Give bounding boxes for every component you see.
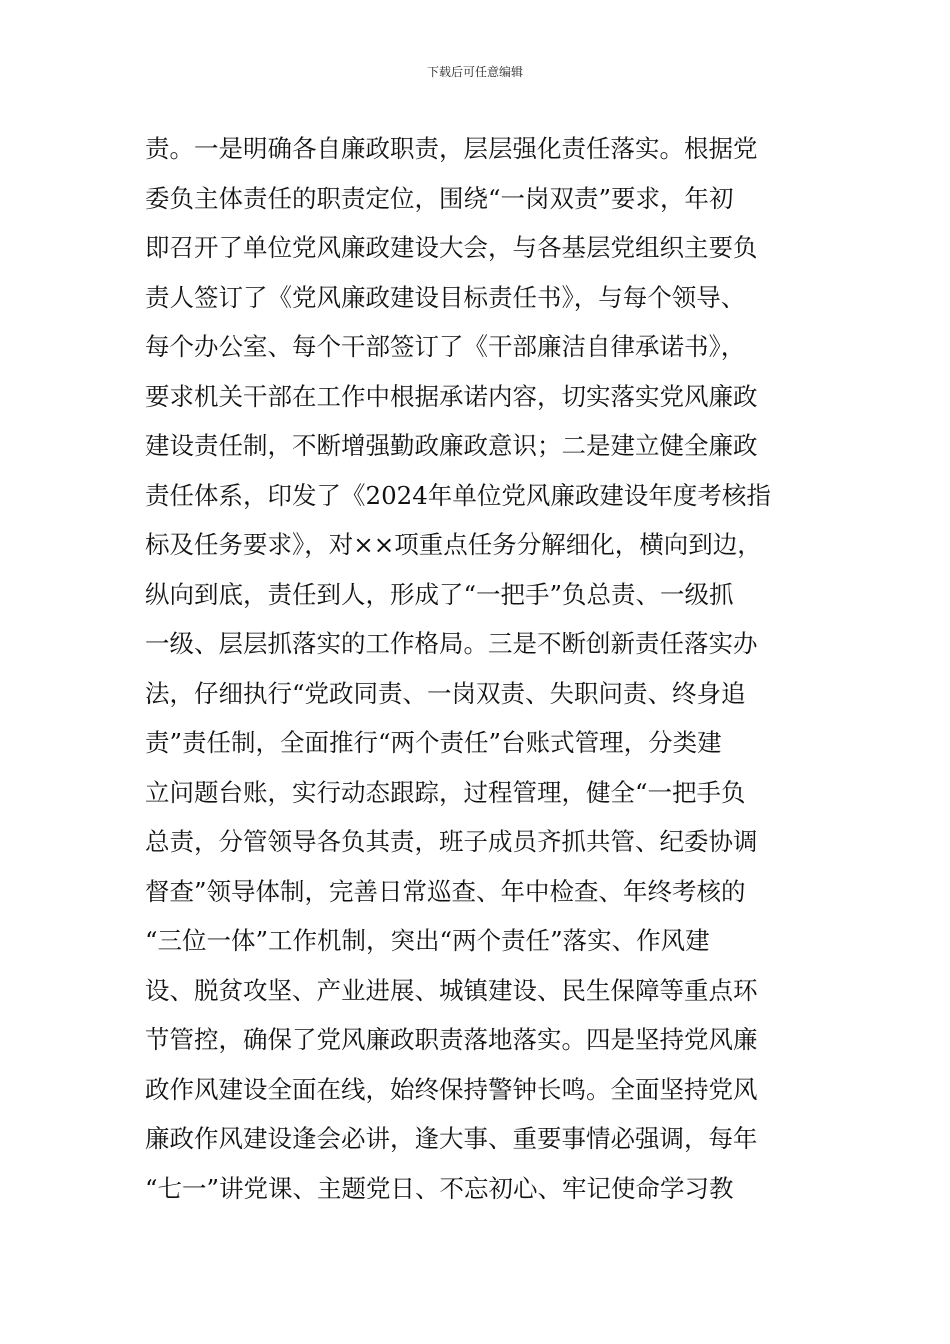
text-line: 纵向到底，责任到人，形成了“一把手”负总责、一级抓 (145, 579, 734, 609)
text-line: 政作风建设全面在线，始终保持警钟长鸣。全面坚持党风 (145, 1074, 758, 1104)
text-line: 廉政作风建设逢会必讲，逢大事、重要事情必强调，每年 (145, 1124, 758, 1153)
text-line: 建设责任制，不断增强勤政廉政意识；二是建立健全廉政 (145, 431, 758, 460)
text-line: 一级、层层抓落实的工作格局。三是不断创新责任落实办 (145, 629, 758, 658)
text-line: 设、脱贫攻坚、产业进展、城镇建设、民生保障等重点环 (145, 975, 758, 1005)
text-line: 督查”领导体制，完善日常巡查、年中检查、年终考核的 (145, 876, 746, 906)
text-line: 委负主体责任的职责定位，围绕“一岗双责”要求，年初 (145, 183, 734, 213)
text-line: 标及任务要求》，对××项重点任务分解细化，横向到边， (145, 530, 762, 559)
page-header: 下载后可任意编辑 (426, 65, 523, 79)
text-line: 责。一是明确各自廉政职责，层层强化责任落实。根据党 (145, 134, 758, 163)
text-line: 每个办公室、每个干部签订了《干部廉洁自律承诺书》， (145, 332, 746, 361)
text-line: 法，仔细执行“党政同责、一岗双责、失职问责、终身追 (145, 678, 746, 708)
body-text (145, 124, 815, 1213)
text-line: 责人签订了《党风廉政建设目标责任书》，与每个领导、 (145, 282, 746, 312)
text-line: 责任体系，印发了《2024年单位党风廉政建设年度考核指 (145, 480, 771, 510)
text-line: “七一”讲党课、主题党日、不忘初心、牢记使命学习教 (145, 1173, 734, 1203)
text-line: 立问题台账，实行动态跟踪，过程管理，健全“一把手负 (145, 777, 746, 807)
text-line: 节管控，确保了党风廉政职责落地落实。四是坚持党风廉 (145, 1025, 758, 1054)
text-line: 总责，分管领导各负其责，班子成员齐抓共管、纪委协调 (145, 827, 758, 856)
text-line: 要求机关干部在工作中根据承诺内容，切实落实党风廉政 (145, 381, 758, 411)
text-line: 即召开了单位党风廉政建设大会，与各基层党组织主要负 (145, 233, 758, 262)
text-line: 责”责任制，全面推行“两个责任”台账式管理，分类建 (145, 728, 722, 757)
text-line: “三位一体”工作机制，突出“两个责任”落实、作风建 (145, 926, 710, 955)
